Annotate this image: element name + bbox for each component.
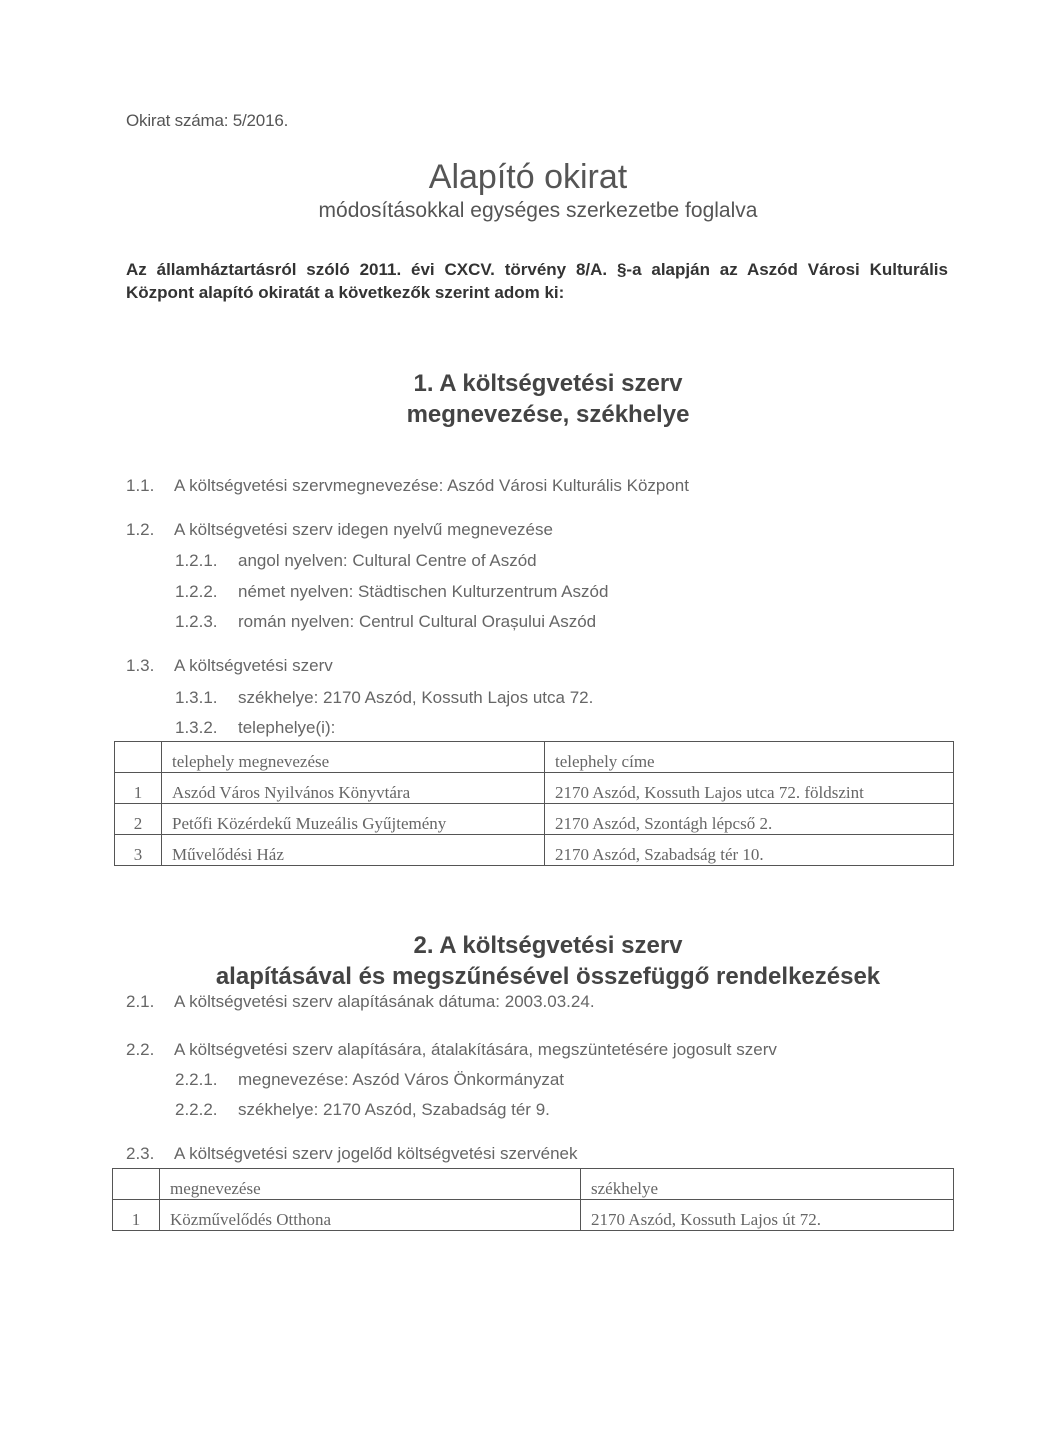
section-2-heading-line1: 2. A költségvetési szerv	[413, 932, 683, 959]
item-text: német nyelven: Städtischen Kulturzentrum Aszód	[238, 582, 609, 601]
table-header-cell: megnevezése	[160, 1169, 581, 1200]
item-number: 1.3.1.	[175, 688, 218, 707]
item-1-3-2	[175, 718, 335, 738]
item-2-1	[126, 992, 595, 1012]
item-text: angol nyelven: Cultural Centre of Aszód	[238, 551, 537, 570]
item-2-2-2	[175, 1100, 550, 1120]
item-number: 1.2.1.	[175, 551, 218, 570]
table-header-cell: telephely címe	[545, 742, 954, 773]
item-1-3-1	[175, 688, 593, 708]
item-number: 1.2.	[126, 520, 155, 539]
table-row	[113, 1200, 954, 1231]
item-number: 1.2.3.	[175, 612, 218, 631]
item-1-2-3	[175, 612, 596, 632]
sites-table	[114, 741, 954, 866]
item-1-3	[126, 656, 333, 676]
section-2-heading	[0, 930, 1056, 992]
table-cell: Petőfi Közérdekű Muzeális Gyűjtemény	[162, 804, 545, 835]
table-row	[115, 804, 954, 835]
table-cell: 3	[115, 835, 162, 866]
item-text: A költségvetési szerv alapításának dátuma: 2003.03.24.	[174, 992, 595, 1011]
item-text: székhelye: 2170 Aszód, Szabadság tér 9.	[238, 1100, 550, 1119]
section-1-heading-line1: 1. A költségvetési szerv	[413, 370, 683, 397]
section-1-heading-line2: megnevezése, székhelye	[406, 401, 690, 428]
item-2-2	[126, 1040, 777, 1060]
table-cell: 2	[115, 804, 162, 835]
table-cell: Közművelődés Otthona	[160, 1200, 581, 1231]
item-text: székhelye: 2170 Aszód, Kossuth Lajos utca 72.	[238, 688, 594, 707]
document-subtitle: módosításokkal egységes szerkezetbe foglalva	[318, 199, 758, 222]
item-1-2-1	[175, 551, 537, 571]
item-number: 2.2.1.	[175, 1070, 218, 1089]
item-number: 2.2.	[126, 1040, 155, 1059]
table-cell: 2170 Aszód, Szabadság tér 10.	[545, 835, 954, 866]
table-cell: 2170 Aszód, Szontágh lépcső 2.	[545, 804, 954, 835]
document-title: Alapító okirat	[428, 158, 628, 196]
item-2-3	[126, 1144, 577, 1164]
item-text: telephelye(i):	[238, 718, 336, 737]
item-number: 2.3.	[126, 1144, 155, 1163]
table-header-cell: telephely megnevezése	[162, 742, 545, 773]
item-1-1	[126, 476, 689, 496]
item-text: A költségvetési szerv alapítására, átalakítására, megszüntetésére jogosult szerv	[174, 1040, 777, 1059]
item-2-2-1	[175, 1070, 564, 1090]
item-text: A költségvetési szerv idegen nyelvű megnevezése	[174, 520, 553, 539]
item-number: 1.1.	[126, 476, 155, 495]
item-1-2	[126, 520, 553, 540]
item-text: A költségvetési szervmegnevezése: Aszód Városi Kulturális Központ	[174, 476, 689, 495]
table-cell: Művelődési Ház	[162, 835, 545, 866]
table-header-row	[115, 742, 954, 773]
predecessor-table	[112, 1168, 954, 1231]
table-header-row	[113, 1169, 954, 1200]
item-number: 1.2.2.	[175, 582, 218, 601]
table-row	[115, 773, 954, 804]
item-number: 1.3.2.	[175, 718, 218, 737]
section-2-heading-line2: alapításával és megszűnésével összefüggő rendelkezések	[215, 963, 881, 990]
document-number: Okirat száma: 5/2016.	[126, 111, 289, 130]
item-number: 2.1.	[126, 992, 155, 1011]
item-text: A költségvetési szerv	[174, 656, 333, 675]
table-header-cell: székhelye	[581, 1169, 954, 1200]
table-header-cell	[113, 1169, 160, 1200]
item-number: 2.2.2.	[175, 1100, 218, 1119]
table-cell: 2170 Aszód, Kossuth Lajos út 72.	[581, 1200, 954, 1231]
item-text: román nyelven: Centrul Cultural Orașului Aszód	[238, 612, 597, 631]
item-text: A költségvetési szerv jogelőd költségvetési szervének	[174, 1144, 578, 1163]
table-cell: 1	[113, 1200, 160, 1231]
item-1-2-2	[175, 582, 608, 602]
section-1-heading	[0, 368, 1056, 430]
table-row	[115, 835, 954, 866]
item-text: megnevezése: Aszód Város Önkormányzat	[238, 1070, 564, 1089]
table-cell: 2170 Aszód, Kossuth Lajos utca 72. földszint	[545, 773, 954, 804]
intro-paragraph: Az államháztartásról szóló 2011. évi CXCV. törvény 8/A. §-a alapján az Aszód Városi Kulturális Központ alapító okiratát a következők szerint adom ki:	[126, 260, 948, 302]
table-header-cell	[115, 742, 162, 773]
table-cell: 1	[115, 773, 162, 804]
table-cell: Aszód Város Nyilvános Könyvtára	[162, 773, 545, 804]
item-number: 1.3.	[126, 656, 155, 675]
